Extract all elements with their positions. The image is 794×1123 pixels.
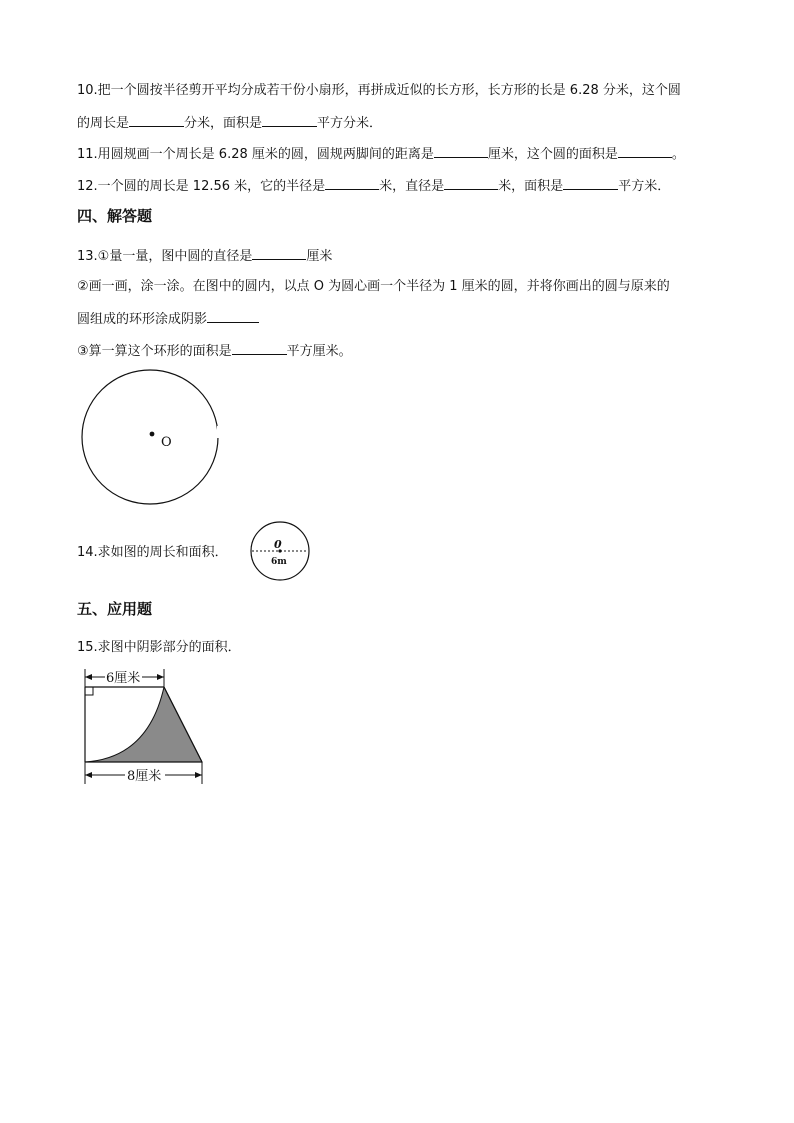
- q12-blank-area[interactable]: [563, 176, 618, 190]
- q14-diameter-label: 6m: [271, 557, 287, 567]
- q13-circle-gap: [217, 426, 223, 438]
- q13-text-2: ②画一画，涂一涂。在图中的圆内，以点 O 为圆心画一个半径为 1 厘米的圆，并将你画出的圆与原来的: [77, 279, 670, 294]
- q13-text-a: 13.①量一量，图中圆的直径是: [77, 249, 253, 264]
- q10-text-a: 的周长是: [77, 116, 130, 131]
- q15-right-angle-mark: [85, 687, 93, 695]
- q11-blank-area[interactable]: [618, 144, 672, 158]
- q13-text-b: 厘米: [306, 249, 333, 264]
- q13-text-4a: ③算一算这个环形的面积是: [77, 344, 232, 359]
- q15-top-arrow-right: [157, 674, 164, 680]
- q10-text: 10.把一个圆按半径剪开平均分成若干份小扇形，再拼成近似的长方形，长方形的长是 6.28 分米，这个圆: [77, 83, 681, 98]
- q12-text-d: 平方米．: [618, 179, 671, 194]
- q13-line3: [77, 309, 259, 329]
- q14-line: [77, 544, 228, 562]
- q13-center-label: O: [161, 435, 172, 450]
- q11-text-c: 。: [671, 147, 685, 162]
- q15-trapezoid-figure: [80, 664, 208, 786]
- q13-text-3: 圆组成的环形涂成阴影: [77, 312, 208, 327]
- q13-line2: [77, 278, 670, 296]
- q13-center-point: [150, 432, 155, 437]
- q15-shaded-region: [85, 687, 202, 762]
- q15-top-arrow-left: [85, 674, 92, 680]
- q13-line4: [77, 341, 352, 361]
- q13-text-4b: 平方厘米。: [286, 344, 352, 359]
- q10-blank-area[interactable]: [262, 113, 317, 127]
- q13-blank-shade[interactable]: [207, 309, 259, 323]
- q12-blank-diameter[interactable]: [444, 176, 498, 190]
- q15-bottom-arrow-left: [85, 772, 92, 778]
- q15-bottom-arrow-right: [195, 772, 202, 778]
- section-5-heading: 五、应用题: [77, 600, 153, 618]
- q15-line: [77, 639, 241, 657]
- q10-blank-circumference[interactable]: [129, 113, 184, 127]
- q10-line1: [77, 82, 681, 100]
- q15-bottom-label: 8厘米: [127, 769, 162, 784]
- q12-line: [77, 176, 670, 196]
- q13-circle: [82, 370, 218, 504]
- q10-text-b: 分米，面积是: [184, 116, 263, 131]
- q12-text-b: 米，直径是: [379, 179, 445, 194]
- q14-circle-figure: [250, 520, 312, 582]
- q13-line1: [77, 246, 332, 266]
- q11-text-b: 厘米，这个圆的面积是: [487, 147, 618, 162]
- q13-blank-ring-area[interactable]: [232, 341, 287, 355]
- q13-circle-figure: [80, 368, 222, 510]
- q10-line2: [77, 113, 382, 133]
- q13-blank-diameter[interactable]: [252, 246, 306, 260]
- q10-text-c: 平方分米．: [317, 116, 383, 131]
- q11-blank-distance[interactable]: [434, 144, 488, 158]
- q11-text-a: 11.用圆规画一个周长是 6.28 厘米的圆，圆规两脚间的距离是: [77, 147, 434, 162]
- section-4-heading: 四、解答题: [77, 207, 153, 225]
- q15-top-label: 6厘米: [106, 671, 141, 686]
- q12-text-c: 米，面积是: [498, 179, 564, 194]
- q14-text: 14.求如图的周长和面积．: [77, 545, 228, 560]
- q15-text: 15.求图中阴影部分的面积．: [77, 640, 241, 655]
- q11-line: [77, 144, 685, 164]
- q14-center-label: 0: [274, 538, 282, 551]
- q12-blank-radius[interactable]: [325, 176, 379, 190]
- q12-text-a: 12.一个圆的周长是 12.56 米，它的半径是: [77, 179, 326, 194]
